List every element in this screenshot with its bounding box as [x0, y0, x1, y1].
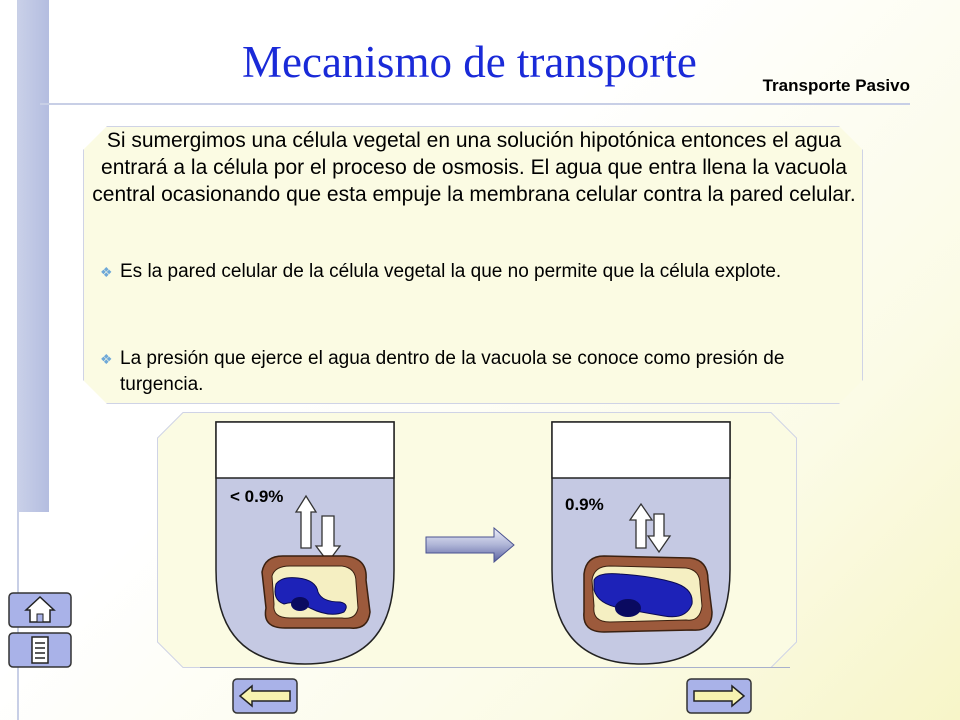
forward-button[interactable]	[686, 678, 752, 714]
concentration-label-left: < 0.9%	[230, 487, 284, 506]
slide-title: Mecanismo de transporte	[242, 37, 697, 87]
diamond-bullet-icon: ❖	[100, 351, 113, 367]
document-button[interactable]	[8, 632, 72, 668]
back-button[interactable]	[232, 678, 298, 714]
beaker-hypotonic	[216, 422, 394, 664]
intro-paragraph: Si sumergimos una célula vegetal en una solución hipotónica entonces el agua entrará a la célula por el proceso de osmosis. El agua que entra llena la vacuola central ocasionando que esta empuje la membrana celular contra la pared celular.	[92, 129, 856, 206]
home-button[interactable]	[8, 592, 72, 628]
transition-arrow-icon	[426, 528, 514, 562]
document-icon	[32, 637, 48, 663]
beaker-isotonic	[552, 422, 730, 664]
section-label: Transporte Pasivo	[762, 76, 910, 95]
bullet-text: La presión que ejerce el agua dentro de la vacuola se conoce como presión de turgencia.	[120, 348, 785, 395]
diamond-bullet-icon: ❖	[100, 264, 113, 280]
bullet-text: Es la pared celular de la célula vegetal la que no permite que la célula explote.	[120, 261, 782, 282]
concentration-label-right: 0.9%	[565, 495, 604, 514]
plant-cell-turgid	[584, 556, 712, 632]
plant-cell-turgid	[262, 556, 370, 628]
